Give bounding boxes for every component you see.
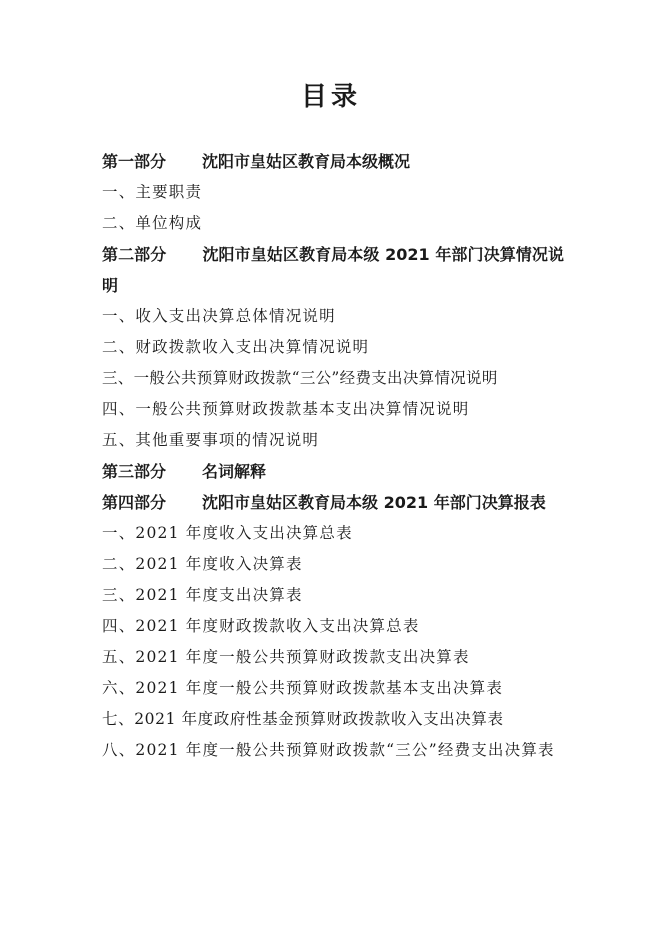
toc-item: 一、收入支出决算总体情况说明	[102, 307, 336, 325]
part-label: 第三部分	[102, 462, 167, 481]
toc-part-4	[102, 487, 564, 518]
part-title: 沈阳市皇姑区教育局本级 2021 年部门决算情况说明	[102, 245, 564, 295]
toc-item: 八、2021 年度一般公共预算财政拨款“三公”经费支出决算表	[102, 741, 555, 759]
part-title: 沈阳市皇姑区教育局本级 2021 年部门决算报表	[202, 493, 546, 512]
part-title: 名词解释	[202, 462, 267, 481]
toc-item: 二、单位构成	[102, 214, 203, 232]
part-label: 第四部分	[102, 493, 167, 512]
toc-item: 一、2021 年度收入支出决算总表	[102, 524, 353, 542]
toc-item: 七、2021 年度政府性基金预算财政拨款收入支出决算表	[102, 710, 504, 728]
toc-item: 三、2021 年度支出决算表	[102, 586, 303, 604]
page-title: 目录	[300, 82, 361, 112]
part-title: 沈阳市皇姑区教育局本级概况	[202, 152, 411, 171]
toc-item: 四、2021 年度财政拨款收入支出决算总表	[102, 617, 420, 635]
toc-item: 二、2021 年度收入决算表	[102, 555, 303, 573]
part-label: 第二部分	[102, 245, 167, 264]
toc-item: 五、其他重要事项的情况说明	[102, 431, 320, 449]
part-label: 第一部分	[102, 152, 167, 171]
toc-item: 二、财政拨款收入支出决算情况说明	[102, 338, 370, 356]
toc-item: 一、主要职责	[102, 183, 203, 201]
toc-item: 四、一般公共预算财政拨款基本支出决算情况说明	[102, 400, 470, 418]
toc-item: 六、2021 年度一般公共预算财政拨款基本支出决算表	[102, 679, 504, 697]
toc-part-1	[102, 146, 564, 177]
toc-item: 三、一般公共预算财政拨款“三公”经费支出决算情况说明	[102, 369, 498, 387]
toc-item: 五、2021 年度一般公共预算财政拨款支出决算表	[102, 648, 470, 666]
toc-part-3	[102, 456, 564, 487]
toc-part-2	[102, 239, 564, 301]
table-of-contents	[102, 146, 564, 766]
